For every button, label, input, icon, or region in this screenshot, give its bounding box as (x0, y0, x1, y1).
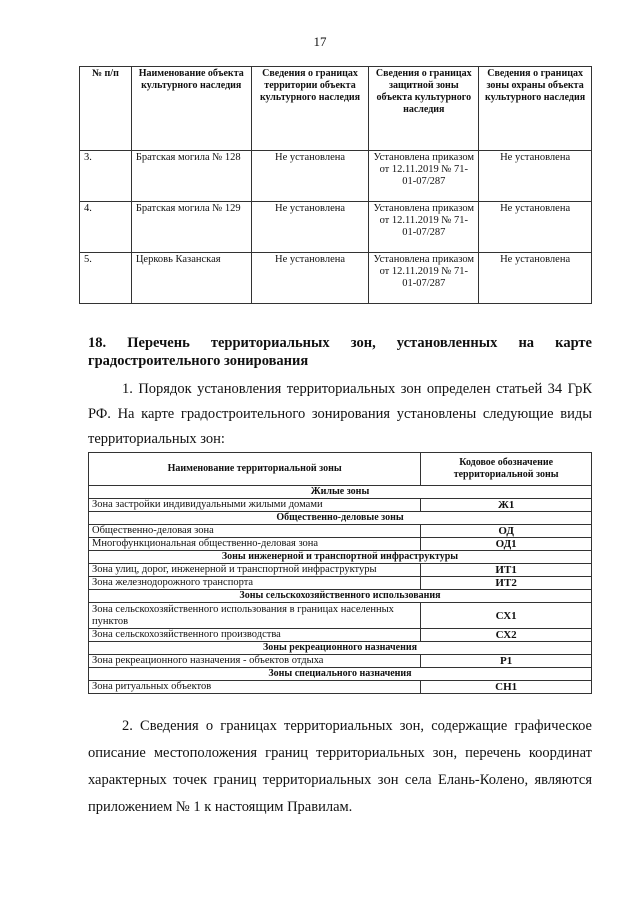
zone-group-row (89, 590, 592, 603)
protection-zone: Не установлена (479, 202, 592, 253)
column-header-territory-bounds: Сведения о границах территории объекта культурного наследия (251, 67, 369, 151)
column-header-number: № п/п (80, 67, 132, 151)
zone-name: Общественно-деловая зона (89, 525, 421, 538)
zone-group-row (89, 512, 592, 525)
zone-group-title: Зоны рекреационного назначения (89, 642, 592, 655)
table-row (89, 603, 592, 629)
heritage-table (79, 66, 592, 304)
column-header-zone-name: Наименование территориальной зоны (89, 453, 421, 486)
zone-code: СХ1 (421, 603, 592, 629)
zones-table (88, 452, 592, 694)
page-number: 17 (313, 34, 327, 49)
zone-name: Зона сельскохозяйственного производства (89, 629, 421, 642)
section-heading: 18. Перечень территориальных зон, установленных на карте градостроительного зонирования (88, 335, 592, 369)
paragraph-text: 1. Порядок установления территориальных зон определен статьей 34 ГрК РФ. На карте градостроительного зонирования установлены следующие виды территориальных зон: (88, 381, 592, 447)
zone-name: Зона ритуальных объектов (89, 681, 421, 694)
territory-bounds: Не установлена (251, 253, 369, 304)
zone-code: ИТ1 (421, 564, 592, 577)
row-number: 5. (80, 253, 132, 304)
zone-code: ОД1 (421, 538, 592, 551)
table-row (89, 525, 592, 538)
table-row (89, 655, 592, 668)
territory-bounds: Не установлена (251, 151, 369, 202)
heritage-table-header (80, 67, 592, 151)
protective-zone: Установлена приказом от 12.11.2019 № 71-01-07/287 (369, 151, 479, 202)
protection-zone: Не установлена (479, 151, 592, 202)
table-row (89, 564, 592, 577)
object-name: Братская могила № 128 (131, 151, 251, 202)
object-name: Церковь Казанская (131, 253, 251, 304)
paragraph-zone-boundaries (88, 713, 592, 821)
table-row (80, 151, 592, 202)
zone-group-title: Зоны инженерной и транспортной инфраструктуры (89, 551, 592, 564)
zone-name: Зона сельскохозяйственного использования в границах населенных пунктов (89, 603, 421, 629)
zone-name: Зона улиц, дорог, инженерной и транспортной инфраструктуры (89, 564, 421, 577)
table-row (89, 681, 592, 694)
paragraph-zone-order (88, 377, 592, 452)
column-header-object-name: Наименование объекта культурного наследия (131, 67, 251, 151)
zone-code: СН1 (421, 681, 592, 694)
zone-group-title: Жилые зоны (89, 486, 592, 499)
object-name: Братская могила № 129 (131, 202, 251, 253)
table-row (89, 577, 592, 590)
zone-group-title: Зоны специального назначения (89, 668, 592, 681)
protection-zone: Не установлена (479, 253, 592, 304)
territory-bounds: Не установлена (251, 202, 369, 253)
zone-group-row (89, 551, 592, 564)
row-number: 3. (80, 151, 132, 202)
zone-group-row (89, 486, 592, 499)
column-header-protective-zone: Сведения о границах защитной зоны объекта культурного наследия (369, 67, 479, 151)
zone-name: Зона железнодорожного транспорта (89, 577, 421, 590)
table-row (80, 253, 592, 304)
zone-name: Зона рекреационного назначения - объектов отдыха (89, 655, 421, 668)
zone-name: Зона застройки индивидуальными жилыми домами (89, 499, 421, 512)
zone-code: Р1 (421, 655, 592, 668)
zone-group-row (89, 668, 592, 681)
table-row (89, 538, 592, 551)
paragraph-text: 2. Сведения о границах территориальных зон, содержащие графическое описание местоположения границ территориальных зон, перечень координат характерных точек границ территориальных зон села Елань-Колено, являются приложением № 1 к настоящим Правилам. (88, 718, 592, 815)
protective-zone: Установлена приказом от 12.11.2019 № 71-01-07/287 (369, 253, 479, 304)
table-row (80, 202, 592, 253)
protective-zone: Установлена приказом от 12.11.2019 № 71-01-07/287 (369, 202, 479, 253)
column-header-zone-code: Кодовое обозначение территориальной зоны (421, 453, 592, 486)
column-header-protection-zone: Сведения о границах зоны охраны объекта культурного наследия (479, 67, 592, 151)
zones-table-header (89, 453, 592, 486)
row-number: 4. (80, 202, 132, 253)
zone-group-title: Зоны сельскохозяйственного использования (89, 590, 592, 603)
zone-code: СХ2 (421, 629, 592, 642)
zone-name: Многофункциональная общественно-деловая зона (89, 538, 421, 551)
zone-group-row (89, 642, 592, 655)
zone-group-title: Общественно-деловые зоны (89, 512, 592, 525)
zone-code: ИТ2 (421, 577, 592, 590)
table-row (89, 499, 592, 512)
table-row (89, 629, 592, 642)
zone-code: Ж1 (421, 499, 592, 512)
zone-code: ОД (421, 525, 592, 538)
